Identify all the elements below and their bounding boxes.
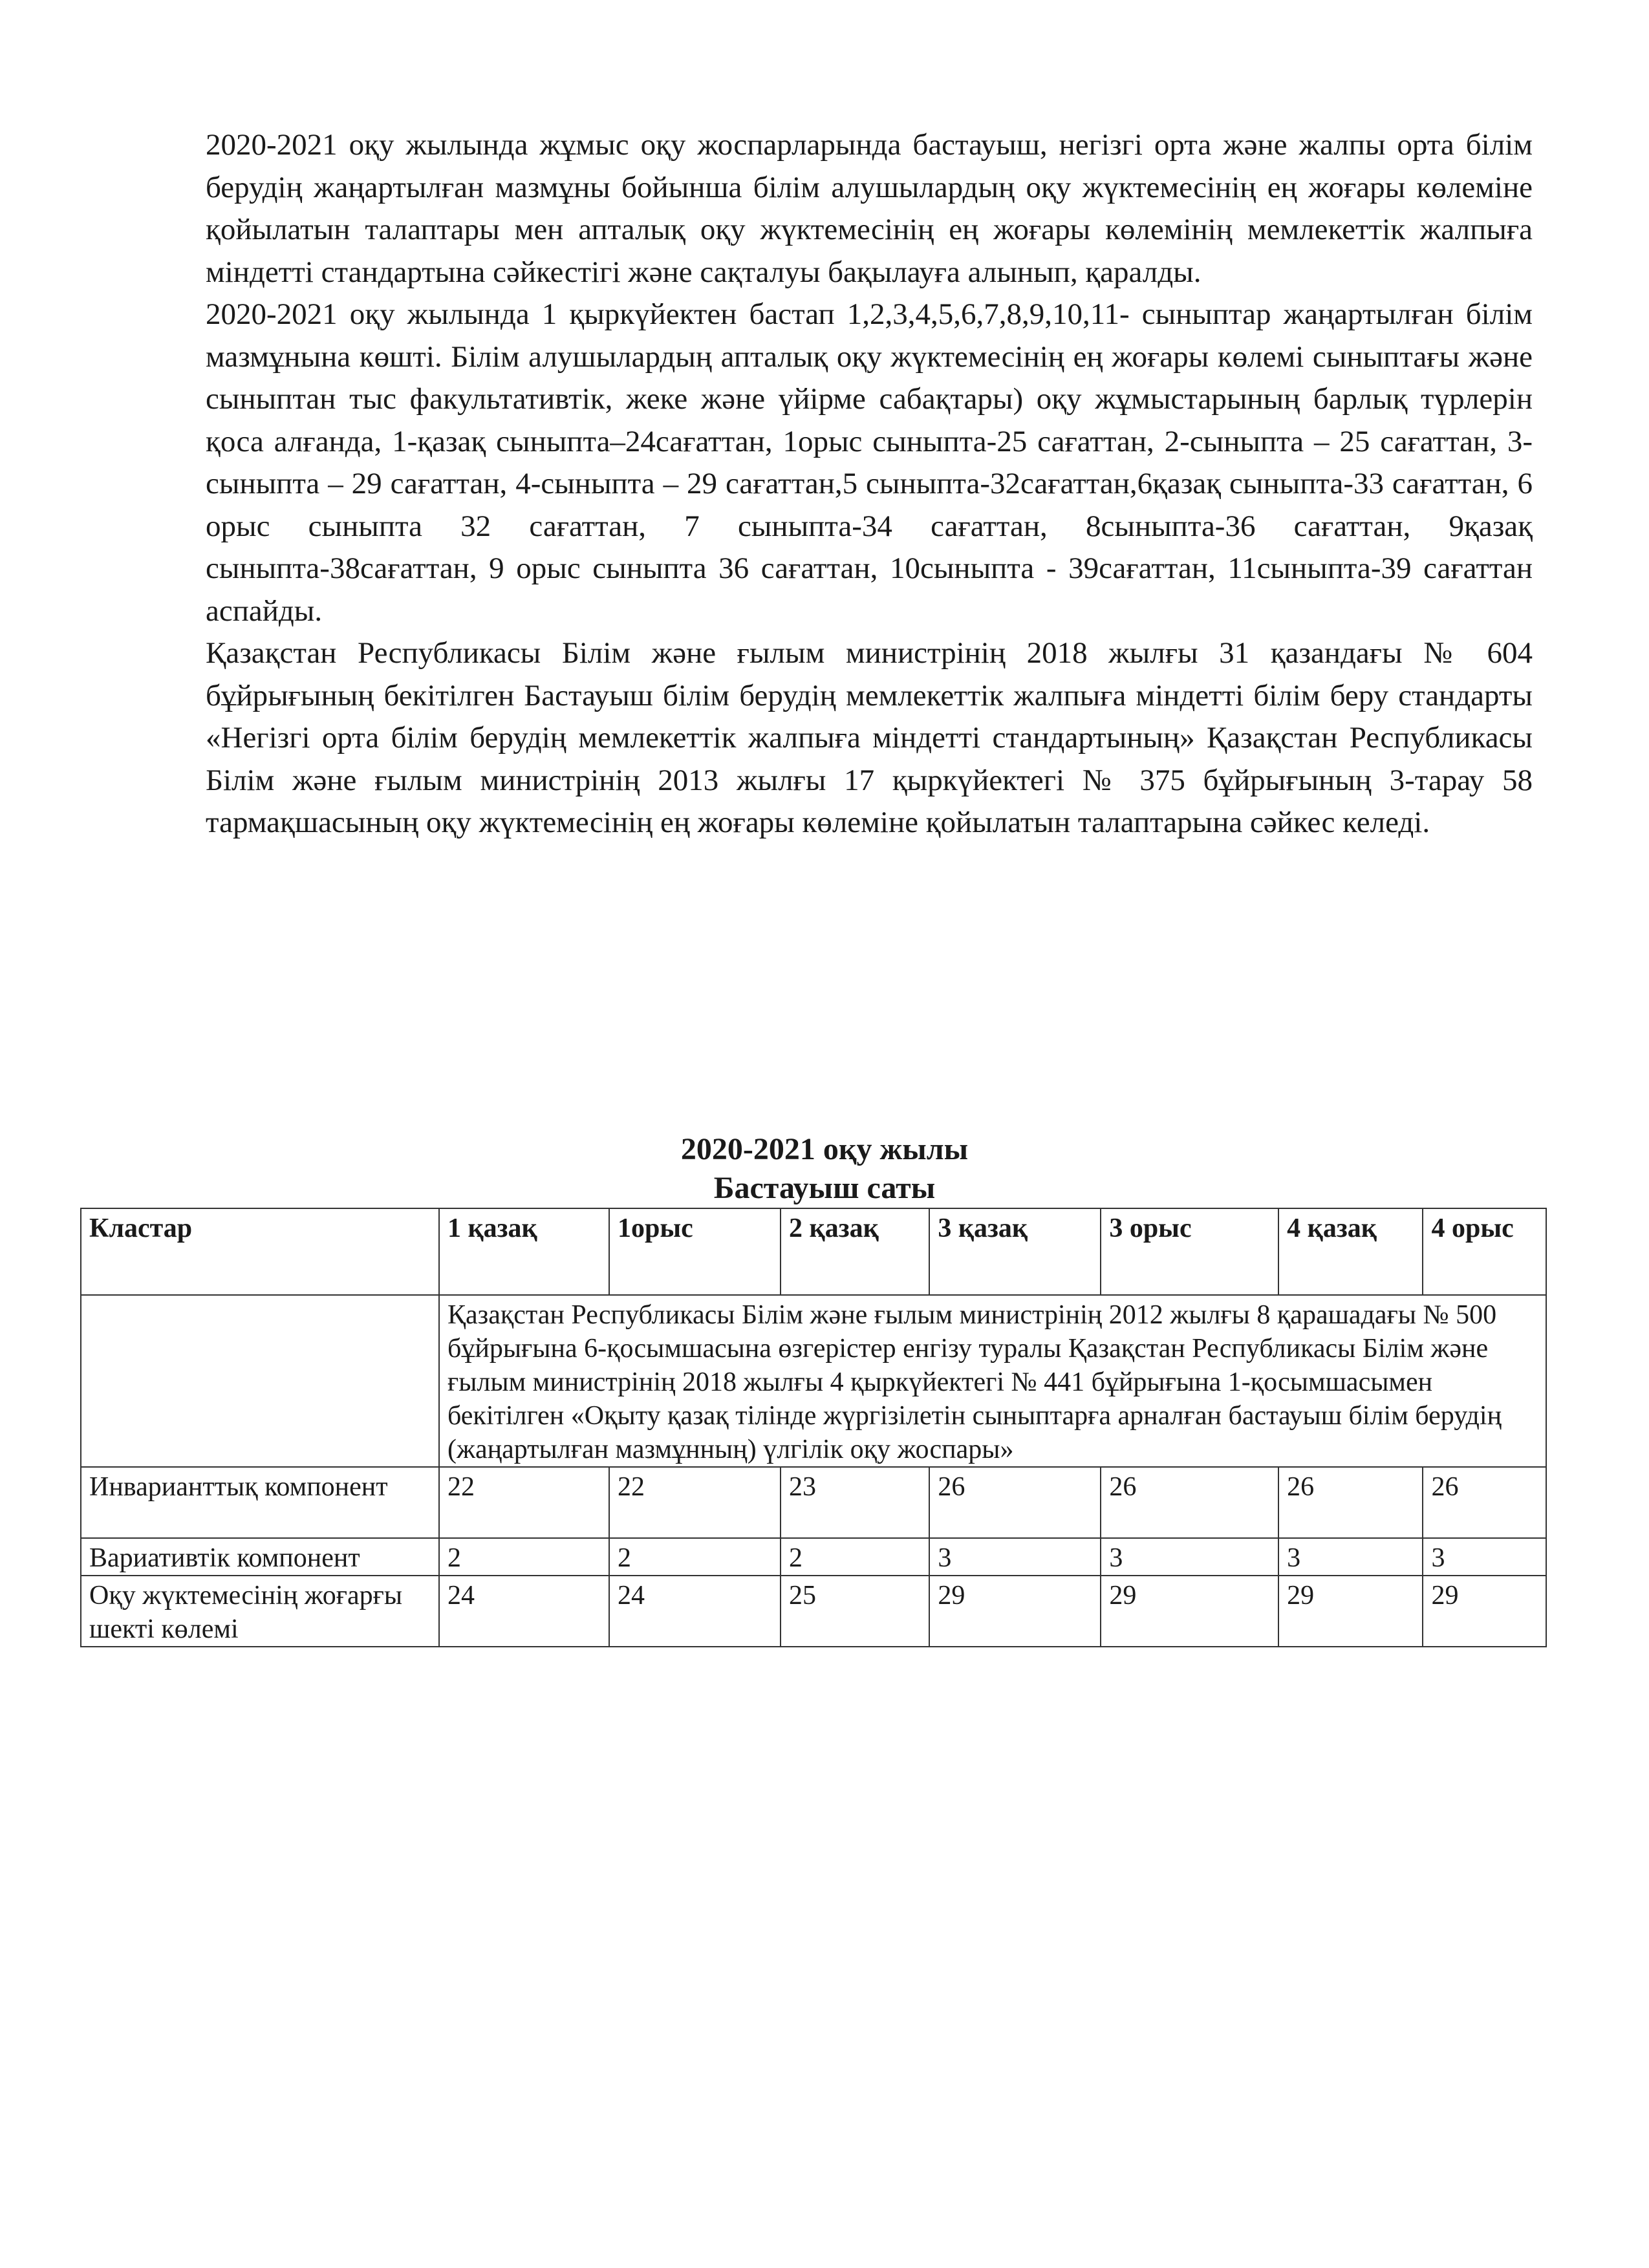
- table-cell: 29: [929, 1576, 1101, 1647]
- row-label: Вариативтік компонент: [81, 1538, 439, 1576]
- table-cell: 24: [439, 1576, 609, 1647]
- table-cell: 26: [1278, 1467, 1423, 1538]
- table-header-row: [81, 1208, 1546, 1295]
- header-grade: 3 қазақ: [929, 1208, 1101, 1295]
- header-cluster: Кластар: [81, 1208, 439, 1295]
- header-grade: 4 қазақ: [1278, 1208, 1423, 1295]
- row-label: Инварианттық компонент: [81, 1467, 439, 1538]
- note-empty-cell: [81, 1295, 439, 1467]
- table-cell: 26: [929, 1467, 1101, 1538]
- table-title-level: Бастауыш саты: [713, 1171, 936, 1205]
- row-label: Оқу жүктемесінің жоғарғы шекті көлемі: [81, 1576, 439, 1647]
- table-cell: 3: [1423, 1538, 1546, 1576]
- table-cell: 23: [781, 1467, 929, 1538]
- table-note-row: [81, 1295, 1546, 1467]
- table-cell: 25: [781, 1576, 929, 1647]
- table-cell: 3: [1101, 1538, 1278, 1576]
- table-cell: 2: [609, 1538, 781, 1576]
- header-grade: 4 орыс: [1423, 1208, 1546, 1295]
- table-title-year: 2020-2021 оқу жылы: [680, 1132, 969, 1166]
- table-cell: 29: [1423, 1576, 1546, 1647]
- table-cell: 24: [609, 1576, 781, 1647]
- header-grade: 3 орыс: [1101, 1208, 1278, 1295]
- table-cell: 29: [1101, 1576, 1278, 1647]
- header-grade: 1орыс: [609, 1208, 781, 1295]
- paragraph-monitoring: 2020-2021 оқу жылында жұмыс оқу жоспарларында бастауыш, негізгі орта және жалпы орта білім берудің жаңартылған мазмұны бойынша білім алушылардың оқу жүктемесінің ең жоғары көлеміне қойылатын талаптары мен апталық оқу жүктемесінің ең жоғары көлемінің мемлекеттік жалпыға міндетті стандартына сәйкестігі және сақталуы бақылауға алынып, қаралды.: [206, 128, 1533, 289]
- table-cell: 3: [1278, 1538, 1423, 1576]
- paragraph-standards: Қазақстан Республикасы Білім және ғылым министрінің 2018 жылғы 31 қазандағы № 604 бұйрығының бекітілген Бастауыш білім берудің мемлекеттік жалпыға міндетті білім беру стандарты «Негізгі орта білім берудің мемлекеттік жалпыға міндетті стандартының» Қазақстан Республикасы Білім және ғылым министрінің 2013 жылғы 17 қыркүйектегі № 375 бұйрығының 3-тарау 58 тармақшасының оқу жүктемесінің ең жоғары көлеміне қойылатын талаптарына сәйкес келеді.: [206, 636, 1533, 839]
- table-cell: 29: [1278, 1576, 1423, 1647]
- table-cell: 26: [1101, 1467, 1278, 1538]
- table-row: [81, 1576, 1546, 1647]
- regulation-note: Қазақстан Республикасы Білім және ғылым министрінің 2012 жылғы 8 қарашадағы № 500 бұйрығына 6-қосымшасына өзгерістер енгізу туралы Қазақстан Республикасы Білім және ғылым министрінің 2018 жылғы 4 қыркүйектегі № 441 бұйрығына 1-қосымшасымен бекітілген «Оқыту қазақ тілінде жүргізілетін сыныптарға арналған бастауыш білім берудің (жаңартылған мазмұнның) үлгілік оқу жоспары»: [439, 1295, 1546, 1467]
- table-cell: 2: [781, 1538, 929, 1576]
- header-grade: 2 қазақ: [781, 1208, 929, 1295]
- table-cell: 22: [439, 1467, 609, 1538]
- table-row: [81, 1538, 1546, 1576]
- table-cell: 26: [1423, 1467, 1546, 1538]
- header-grade: 1 қазақ: [439, 1208, 609, 1295]
- table-row: [81, 1467, 1546, 1538]
- curriculum-table: [80, 1208, 1547, 1647]
- table-cell: 3: [929, 1538, 1101, 1576]
- table-cell: 2: [439, 1538, 609, 1576]
- paragraph-weekly-load: 2020-2021 оқу жылында 1 қыркүйектен бастап 1,2,3,4,5,6,7,8,9,10,11- сыныптар жаңартылған білім мазмұнына көшті. Білім алушылардың апталық оқу жүктемесінің ең жоғары көлемі сыныптағы және сыныптан тыс факультативтік, жеке және үйірме сабақтары) оқу жұмыстарының барлық түрлерін қоса алғанда, 1-қазақ сыныпта–24сағаттан, 1орыс сыныпта-25 сағаттан, 2-сыныпта – 25 сағаттан, 3-сыныпта – 29 сағаттан, 4-сыныпта – 29 сағаттан,5 сыныпта-32сағаттан,6қазақ сыныпта-33 сағаттан, 6 орыс сыныпта 32 сағаттан, 7 сыныпта-34 сағаттан, 8сыныпта-36 сағаттан, 9қазақ сыныпта-38сағаттан, 9 орыс сыныпта 36 сағаттан, 10сыныпта - 39сағаттан, 11сыныпта-39 сағаттан аспайды.: [206, 297, 1533, 628]
- table-cell: 22: [609, 1467, 781, 1538]
- body-text: [206, 124, 1533, 844]
